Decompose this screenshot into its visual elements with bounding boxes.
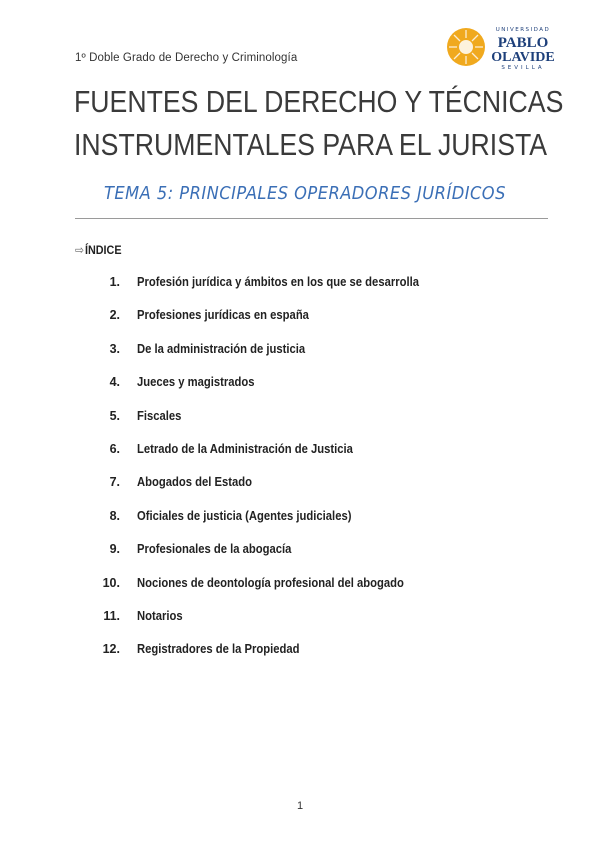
toc-item [0,342,600,375]
course-label: 1º Doble Grado de Derecho y Criminología [75,52,298,64]
toc-item-text: Profesionales de la abogacía [137,542,292,557]
index-heading [75,243,122,257]
toc-item-text: Oficiales de justicia (Agentes judiciales) [137,508,352,523]
arrow-right-icon: ⇨ [75,243,85,257]
title-line-1: FUENTES DEL DERECHO Y TÉCNICAS [74,84,564,119]
toc-item-number: 2. [109,308,120,323]
toc-item-number: 5. [109,408,120,423]
toc-item-number: 6. [109,441,120,456]
title-line-2: INSTRUMENTALES PARA EL JURISTA [74,127,548,162]
university-logo [445,24,560,70]
toc-item-number: 10. [102,575,120,590]
page-number: 1 [296,800,304,812]
toc-item-number: 3. [109,341,120,356]
toc-item [0,475,600,508]
toc-item [0,442,600,475]
logo-bottom-text: SEVILLA [501,65,545,70]
toc-item-number: 8. [109,508,120,523]
toc-item-number: 9. [109,542,120,557]
toc-item-number: 7. [109,475,120,490]
toc-item-number: 12. [102,642,120,657]
toc-item-number: 11. [103,608,120,623]
toc-item [0,642,600,675]
toc-item [0,509,600,542]
toc-item-text: Registradores de la Propiedad [137,642,300,657]
toc-item-text: Profesión jurídica y ámbitos en los que se desarrolla [137,275,419,289]
toc-item [0,275,600,308]
logo-line2: OLAVIDE [491,50,555,65]
toc-item-number: 4. [109,375,120,390]
toc-item [0,409,600,442]
toc-item [0,542,600,575]
toc-item-text: Nociones de deontología profesional del abogado [137,575,404,590]
toc-item-text: Fiscales [137,408,182,423]
document-title [74,80,564,166]
toc-item [0,609,600,642]
toc-item-number: 1. [109,275,120,289]
toc-item-text: Profesiones jurídicas en españa [137,308,309,323]
toc-item [0,375,600,408]
divider [75,218,548,219]
table-of-contents [0,275,600,676]
topic-subtitle: TEMA 5: PRINCIPALES OPERADORES JURÍDICOS [104,184,506,204]
toc-item-text: Notarios [137,608,183,623]
toc-item-text: Jueces y magistrados [137,375,255,390]
toc-item-text: Abogados del Estado [137,475,253,490]
toc-item [0,308,600,341]
toc-item [0,576,600,609]
toc-item-text: Letrado de la Administración de Justicia [137,441,353,456]
logo-top-text: UNIVERSIDAD [495,27,551,33]
toc-item-text: De la administración de justicia [137,341,306,356]
logo-line1: PABLO [497,35,549,51]
index-heading-label: ÍNDICE [84,243,122,257]
